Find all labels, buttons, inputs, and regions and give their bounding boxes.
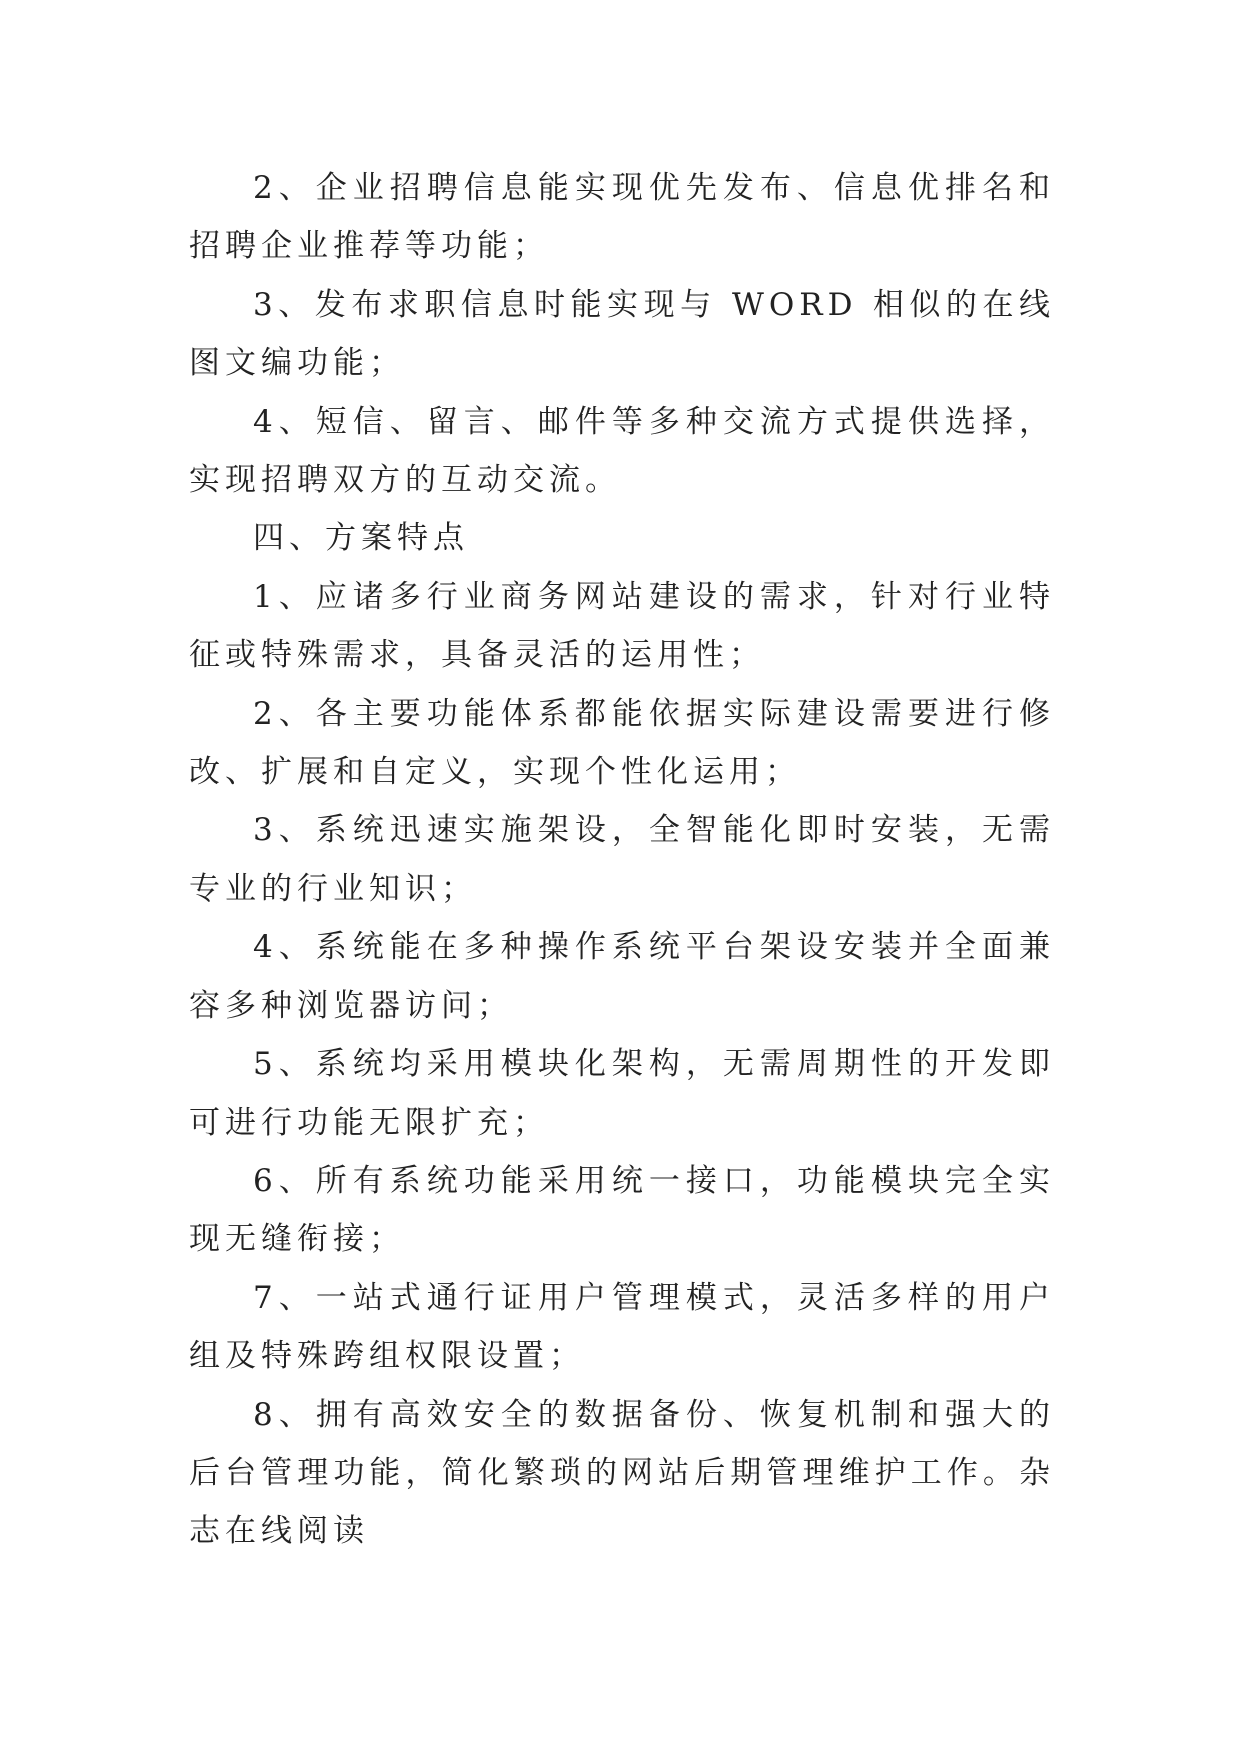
paragraph-feature-8: 8、拥有高效安全的数据备份、恢复机制和强大的后台管理功能，简化繁琐的网站后期管理维护工作。杂志在线阅读 [189,1396,1055,1550]
paragraph-recruit-priority: 2、企业招聘信息能实现优先发布、信息优排名和招聘企业推荐等功能； [189,170,1055,265]
paragraph-feature-5: 5、系统均采用模块化架构，无需周期性的开发即可进行功能无限扩充； [189,1046,1055,1141]
paragraph-feature-4: 4、系统能在多种操作系统平台架设安装并全面兼容多种浏览器访问； [189,929,1055,1024]
paragraph-feature-7: 7、一站式通行证用户管理模式，灵活多样的用户组及特殊跨组权限设置； [189,1279,1055,1375]
document-body [189,159,1055,1561]
paragraph-feature-3: 3、系统迅速实施架设，全智能化即时安装，无需专业的行业知识； [189,812,1055,907]
paragraph-feature-6: 6、所有系统功能采用统一接口，功能模块完全实现无缝衔接； [189,1162,1055,1258]
paragraph-feature-2: 2、各主要功能体系都能依据实际建设需要进行修改、扩展和自定义，实现个性化运用； [189,695,1055,791]
paragraph-communication: 4、短信、留言、邮件等多种交流方式提供选择，实现招聘双方的互动交流。 [189,403,1055,499]
paragraph-job-editor: 3、发布求职信息时能实现与 WORD 相似的在线图文编功能； [189,286,1055,382]
paragraph-feature-1: 1、应诸多行业商务网站建设的需求，针对行业特征或特殊需求，具备灵活的运用性； [189,578,1055,674]
section-heading-features: 四、方案特点 [253,520,469,557]
